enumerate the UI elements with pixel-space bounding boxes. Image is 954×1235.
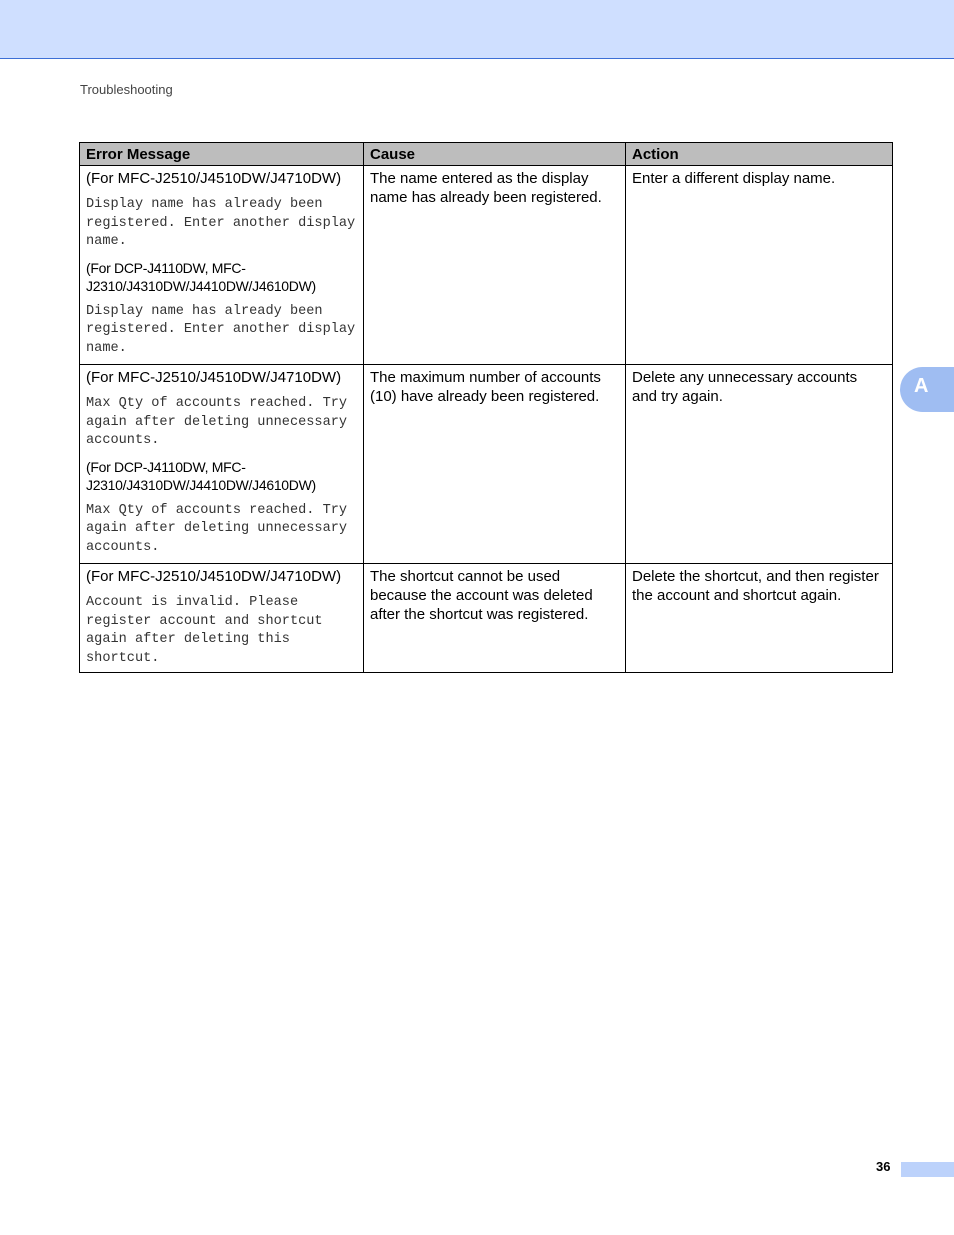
lcd-message: Display name has already been registered. Enter another display name. bbox=[86, 303, 364, 356]
page-number: 36 bbox=[876, 1159, 891, 1174]
model-label: (For MFC-J2510/J4510DW/J4710DW) bbox=[86, 568, 342, 585]
error-message-table bbox=[79, 142, 893, 673]
action-cell: Delete the shortcut, and then register the account and shortcut again. bbox=[626, 564, 893, 673]
column-header-action: Action bbox=[626, 143, 893, 166]
page-number-bar bbox=[901, 1162, 954, 1177]
model-label: (For DCP-J4110DW, MFC-J2310/J4310DW/J4410DW/J4610DW) bbox=[86, 458, 316, 493]
action-cell: Delete any unnecessary accounts and try again. bbox=[626, 365, 893, 564]
cause-cell: The name entered as the display name has already been registered. bbox=[364, 166, 626, 365]
header-band bbox=[0, 0, 954, 59]
cause-cell: The shortcut cannot be used because the account was deleted after the shortcut was registered. bbox=[364, 564, 626, 673]
chapter-tab-label: A bbox=[914, 375, 929, 397]
column-header-error-message: Error Message bbox=[80, 143, 364, 166]
lcd-message: Max Qty of accounts reached. Try again after deleting unnecessary accounts. bbox=[86, 396, 356, 448]
lcd-message: Account is invalid. Please register account and shortcut again after deleting this shortcut. bbox=[86, 595, 331, 666]
lcd-message: Max Qty of accounts reached. Try again after deleting unnecessary accounts. bbox=[86, 502, 356, 555]
model-label: (For MFC-J2510/J4510DW/J4710DW) bbox=[86, 170, 342, 187]
column-header-cause: Cause bbox=[364, 143, 626, 166]
table-row bbox=[80, 166, 893, 365]
table-row bbox=[80, 564, 893, 673]
model-label: (For MFC-J2510/J4510DW/J4710DW) bbox=[86, 369, 342, 386]
error-message-cell bbox=[80, 564, 364, 673]
error-message-cell bbox=[80, 166, 364, 365]
table-row bbox=[80, 365, 893, 564]
cause-cell: The maximum number of accounts (10) have already been registered. bbox=[364, 365, 626, 564]
error-message-cell bbox=[80, 365, 364, 564]
lcd-message: Display name has already been registered. Enter another display name. bbox=[86, 197, 364, 249]
running-head: Troubleshooting bbox=[80, 82, 173, 97]
chapter-tab bbox=[900, 367, 954, 412]
action-cell: Enter a different display name. bbox=[626, 166, 893, 365]
model-label: (For DCP-J4110DW, MFC-J2310/J4310DW/J4410DW/J4610DW) bbox=[86, 259, 316, 294]
table-header-row bbox=[80, 143, 893, 166]
